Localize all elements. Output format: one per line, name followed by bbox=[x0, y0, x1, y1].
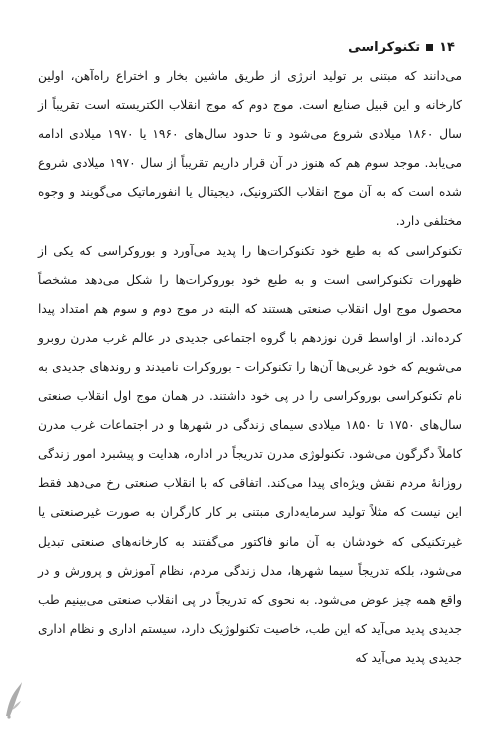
publisher-watermark-icon bbox=[2, 680, 26, 720]
running-header bbox=[348, 40, 455, 55]
page-number: ۱۴ bbox=[439, 40, 455, 55]
paragraph: تکنوکراسی که به طبع خود تکنوکرات‌ها را پدید می‌آورد و بوروکراسی که یکی از ظهورات تکنوکراسی است و به طبع خود بوروکرات‌ها را شکل می‌دهد مشخصاً محصول موج اول انقلاب صنعتی هستند که البته در موج دوم و سوم هم امتداد پیدا کرده‌اند. از اواسط قرن نوزدهم با گروه اجتماعی جدیدی در عالم غرب مدرن روبرو می‌شویم که خود غربی‌ها آن‌ها را تکنوکرات - بوروکرات نامیدند و روندهای جدیدی به نام تکنوکراسی بوروکراسی را در پی خود داشتند. در همان موج اول انقلاب صنعتی سال‌های ۱۷۵۰ تا ۱۸۵۰ میلادی سیمای زندگی در شهرها و در اجتماعات غرب مدرن کاملاً دگرگون می‌شود. تکنولوژی مدرن تدریجاً در اداره، هدایت و پیشبرد امور زندگی روزانهٔ مردم نقش ویژه‌ای پیدا می‌کند. اتفاقی که با انقلاب صنعتی رخ می‌دهد فقط این نیست که مثلاً تولید سرمایه‌داری مبتنی بر کار کارگران به صورت غیرصنعتی یا غیرتکنیکی که خودشان به آن مانو فاکتور می‌گفتند به کارخانه‌های صنعتی تبدیل می‌شود، بلکه تدریجاً سیما شهرها، مدل زندگی مردم، نظام آموزش و پرورش و در واقع همه چیز عوض می‌شود. به نحوی که تدریجاً در پی انقلاب صنعتی می‌بینیم طب جدیدی پدید می‌آید که این طب، خاصیت تکنولوژیک دارد، سیستم اداری و نظام اداری جدیدی پدید می‌آید که bbox=[38, 243, 462, 665]
paragraph: می‌دانند که مبتنی بر تولید انرژی از طریق ماشین بخار و اختراع راه‌آهن، اولین کارخانه و این قبیل صنایع است. موج دوم که موج انقلاب الکتریسته است تقریباً از سال ۱۸۶۰ میلادی شروع می‌شود و تا حدود سال‌های ۱۹۶۰ یا ۱۹۷۰ میلادی ادامه می‌یابد. موجد سوم هم که هنوز در آن قرار داریم تقریباً از سال ۱۹۷۰ میلادی شروع شده است که به آن موج انقلاب الکترونیک، دیجیتال یا انفورماتیک می‌گویند و وجوه مختلفی دارد. bbox=[38, 69, 462, 229]
chapter-title: تکنوکراسی bbox=[348, 40, 421, 55]
body-text bbox=[38, 62, 462, 673]
square-bullet-icon bbox=[426, 44, 433, 51]
